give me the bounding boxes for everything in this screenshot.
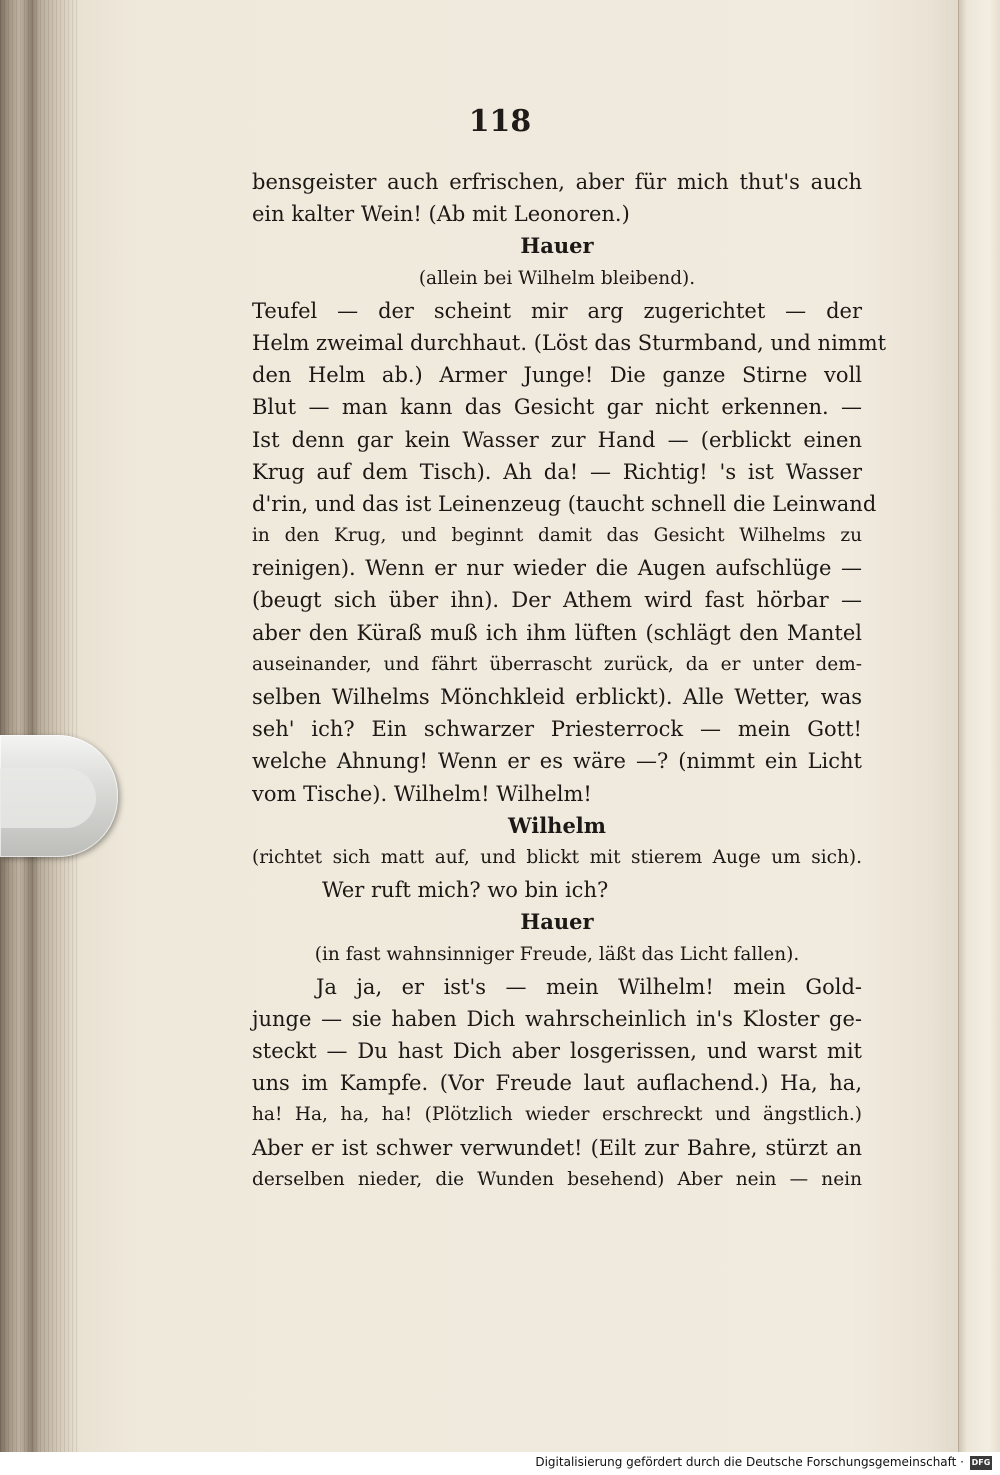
text-line: ein kalter Wein! (Ab mit Leonoren.) — [252, 202, 630, 227]
stage-direction: (allein bei Wilhelm bleibend). — [418, 267, 696, 289]
text-line: ha! Ha, ha, ha! (Plötzlich wieder erschreckt und ängstlich.) — [252, 1104, 862, 1126]
text-line: Helm zweimal durchhaut. (Löst das Sturmband, und nimmt — [252, 330, 887, 355]
text-line: derselben nieder, die Wunden besehend) Aber nein — nein — [252, 1168, 862, 1190]
speaker-name: Hauer — [520, 233, 594, 259]
funding-credit: Digitalisierung gefördert durch die Deutsche Forschungsgemeinschaft · — [535, 1455, 964, 1469]
text-line: selben Wilhelms Mönchkleid erblickt). Alle Wetter, was — [252, 685, 862, 709]
text-line: reinigen). Wenn er nur wieder die Augen aufschlüge — — [252, 556, 862, 581]
text-line: junge — sie haben Dich wahrscheinlich in's Kloster ge- — [252, 1006, 862, 1031]
text-line: Wer ruft mich? wo bin ich? — [322, 878, 609, 903]
book-page-edge-right — [958, 0, 1000, 1452]
book-page-edges-left — [0, 0, 80, 1452]
stage-direction: (richtet sich matt auf, und blickt mit stierem Auge um sich). — [252, 846, 862, 868]
text-line: seh' ich? Ein schwarzer Priesterrock — mein Gott! — [252, 717, 862, 742]
text-line: Blut — man kann das Gesicht gar nicht erkennen. — — [252, 395, 862, 420]
text-line: bensgeister auch erfrischen, aber für mich thut's auch — [252, 170, 862, 194]
page-number: 118 — [468, 104, 532, 139]
text-line: Krug auf dem Tisch). Ah da! — Richtig! 's ist Wasser — [252, 459, 862, 484]
text-line: Ja ja, er ist's — mein Wilhelm! mein Gold- — [316, 974, 862, 999]
text-line: Aber er ist schwer verwundet! (Eilt zur Bahre, stürzt an — [252, 1135, 862, 1160]
text-line: uns im Kampfe. (Vor Freude laut auflachend.) Ha, ha, — [252, 1071, 862, 1096]
text-line: auseinander, und fährt überrascht zurück, da er unter dem- — [252, 653, 862, 675]
text-line: Ist denn gar kein Wasser zur Hand — (erblickt einen — [252, 427, 862, 452]
footer-bar — [0, 1452, 1000, 1475]
text-line: welche Ahnung! Wenn er es wäre —? (nimmt ein Licht — [252, 749, 862, 774]
text-line: (beugt sich über ihn). Der Athem wird fast hörbar — — [252, 588, 862, 613]
dfg-logo: DFG — [970, 1456, 992, 1470]
stage-direction: (in fast wahnsinniger Freude, läßt das Licht fallen). — [314, 943, 800, 965]
speaker-name: Wilhelm — [508, 812, 606, 838]
paper-clip-highlight — [0, 768, 96, 828]
text-line: aber den Küraß muß ich ihm lüften (schlägt den Mantel — [252, 620, 862, 645]
text-line: d'rin, und das ist Leinenzeug (taucht schnell die Leinwand — [252, 491, 877, 516]
text-line: steckt — Du hast Dich aber losgerissen, und warst mit — [252, 1039, 862, 1064]
text-line: vom Tische). Wilhelm! Wilhelm! — [252, 781, 592, 806]
text-line: in den Krug, und beginnt damit das Gesicht Wilhelms zu — [252, 525, 862, 547]
speaker-name: Hauer — [520, 909, 594, 935]
text-line: den Helm ab.) Armer Junge! Die ganze Stirne voll — [252, 363, 862, 388]
text-line: Teufel — der scheint mir arg zugerichtet — der — [252, 298, 862, 323]
body-text — [252, 166, 887, 1196]
